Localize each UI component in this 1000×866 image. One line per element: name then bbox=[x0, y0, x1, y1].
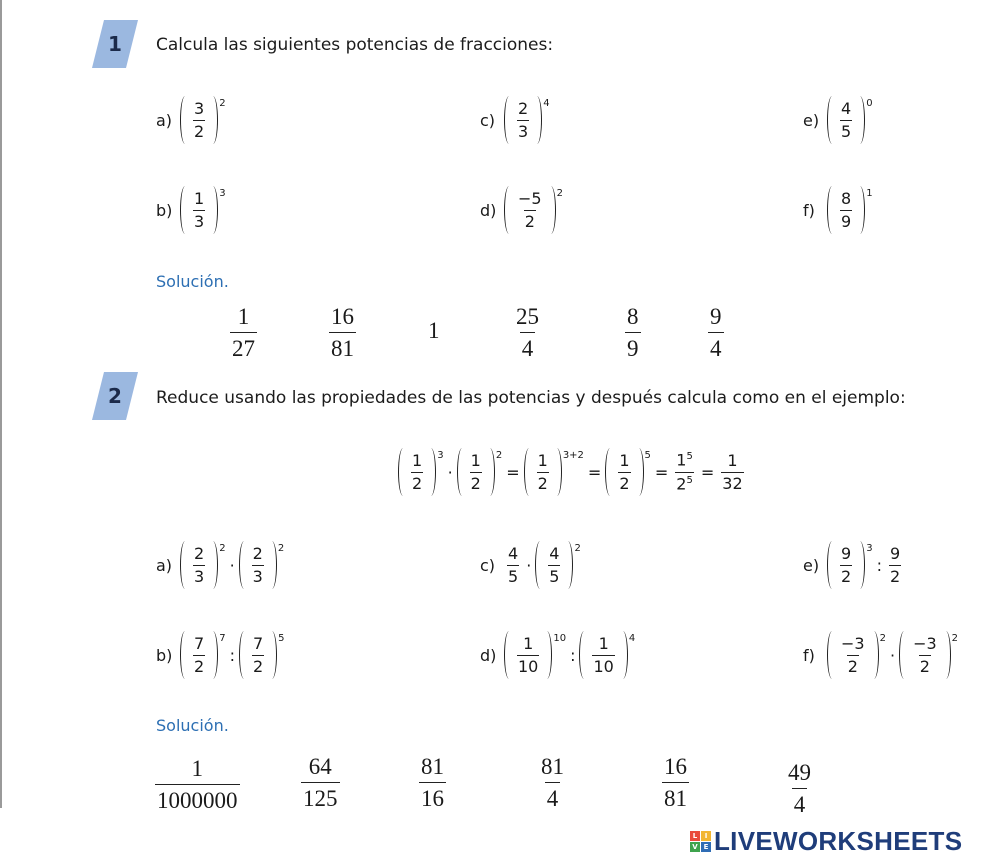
denominator: 2 bbox=[847, 656, 858, 676]
exercise-1-answer-3: 1 bbox=[428, 318, 440, 343]
exponent: 5 bbox=[644, 450, 651, 461]
denominator: 9 bbox=[841, 211, 852, 231]
exercise-1-answer-5 bbox=[625, 304, 641, 362]
exercise-1-item-e bbox=[803, 90, 873, 150]
exercise-2-badge bbox=[92, 372, 138, 420]
denominator: 5 bbox=[549, 566, 560, 586]
numerator: 4 bbox=[508, 543, 519, 563]
exercise-2-answer-3 bbox=[419, 754, 446, 812]
exercise-1-item-c bbox=[480, 90, 550, 150]
item-label: e) bbox=[803, 555, 820, 575]
fraction bbox=[467, 450, 485, 493]
exponent: 2 bbox=[277, 543, 285, 554]
item-label: e) bbox=[803, 110, 820, 130]
power bbox=[504, 186, 563, 234]
logo-icon-letter: I bbox=[701, 831, 711, 841]
fraction bbox=[589, 633, 617, 676]
answer-numerator: 49 bbox=[788, 760, 811, 785]
numerator: 1 bbox=[523, 633, 534, 653]
exponent: 3 bbox=[437, 450, 444, 461]
denominator: 3 bbox=[194, 211, 205, 231]
item-label: f) bbox=[803, 200, 815, 220]
numerator: 1 bbox=[598, 633, 609, 653]
power bbox=[827, 186, 873, 234]
denominator: 32 bbox=[722, 473, 743, 493]
exercise-2-heading: Reduce usando las propiedades de las potencias y después calcula como en el ejemplo: bbox=[156, 388, 906, 408]
answer-numerator: 16 bbox=[331, 304, 354, 329]
exercise-1-answer-6 bbox=[708, 304, 724, 362]
exercise-1-item-f bbox=[803, 180, 873, 240]
denominator: 2 bbox=[252, 656, 264, 676]
fraction bbox=[408, 450, 426, 493]
exercise-2-item-d bbox=[480, 625, 635, 685]
exponent: 2 bbox=[219, 98, 226, 109]
fraction bbox=[514, 633, 542, 676]
item-label: a) bbox=[156, 110, 173, 130]
liveworksheets-logo-icon bbox=[690, 831, 711, 852]
denominator: 2 bbox=[841, 566, 852, 586]
exponent: 2 bbox=[556, 188, 563, 199]
answer-denominator: 1000000 bbox=[155, 784, 240, 813]
exercise-1-answer-1 bbox=[230, 304, 257, 362]
denominator: 3 bbox=[518, 121, 529, 141]
exponent: 4 bbox=[628, 633, 636, 644]
numerator: −3 bbox=[841, 633, 865, 653]
exercise-2-solution-label: Solución. bbox=[156, 716, 229, 735]
numerator: 1 bbox=[676, 450, 687, 470]
power bbox=[827, 541, 873, 589]
logo-icon-letter: E bbox=[701, 842, 711, 852]
item-label: d) bbox=[480, 200, 497, 220]
exercise-2-item-b bbox=[156, 625, 285, 685]
logo-icon-letter: L bbox=[690, 831, 700, 841]
denominator: 2 bbox=[524, 211, 535, 231]
numerator: 1 bbox=[727, 450, 738, 470]
exponent: 2 bbox=[879, 633, 886, 644]
fraction bbox=[718, 450, 746, 493]
answer-denominator: 4 bbox=[792, 788, 808, 817]
numerator: 2 bbox=[194, 543, 205, 563]
fraction bbox=[190, 188, 208, 231]
numerator: 7 bbox=[194, 633, 205, 653]
operator: · bbox=[229, 555, 235, 575]
answer-denominator: 81 bbox=[329, 332, 356, 361]
operator: · bbox=[447, 462, 453, 482]
fraction bbox=[837, 188, 855, 231]
exponent: 5 bbox=[278, 633, 285, 644]
exercise-1-answer-4 bbox=[514, 304, 541, 362]
liveworksheets-logo[interactable] bbox=[690, 826, 962, 857]
equals-sign: = bbox=[587, 462, 602, 482]
exercise-1-answer-2 bbox=[329, 304, 356, 362]
power bbox=[524, 448, 584, 496]
operator: : bbox=[876, 555, 882, 575]
exercise-2-answer-2 bbox=[301, 754, 340, 812]
exponent: 7 bbox=[219, 633, 226, 644]
exercise-2-answer-4 bbox=[539, 754, 566, 812]
power bbox=[180, 186, 226, 234]
power bbox=[535, 541, 581, 589]
fraction bbox=[534, 450, 552, 493]
numerator: 7 bbox=[252, 633, 264, 653]
fraction bbox=[837, 543, 855, 586]
numerator: 9 bbox=[889, 543, 901, 563]
exponent: 3+2 bbox=[562, 450, 584, 461]
exponent: 5 bbox=[686, 474, 693, 486]
exercise-2-example bbox=[398, 432, 747, 512]
numerator: 9 bbox=[841, 543, 852, 563]
numerator: 3 bbox=[194, 98, 205, 118]
exercise-1-badge bbox=[92, 20, 138, 68]
answer-numerator: 16 bbox=[664, 754, 687, 779]
fraction bbox=[190, 633, 208, 676]
denominator: 10 bbox=[518, 656, 539, 676]
denominator: 2 bbox=[889, 566, 901, 586]
fraction bbox=[249, 543, 267, 586]
numerator: 1 bbox=[194, 188, 205, 208]
logo-icon-letter: V bbox=[690, 842, 700, 852]
exercise-2-item-a bbox=[156, 535, 284, 595]
answer-denominator: 4 bbox=[520, 332, 536, 361]
denominator: 2 bbox=[619, 473, 630, 493]
exercise-2-item-e bbox=[803, 535, 904, 595]
answer-numerator: 1 bbox=[191, 756, 203, 781]
fraction bbox=[249, 633, 267, 676]
power bbox=[239, 631, 285, 679]
exponent: 3 bbox=[866, 543, 873, 554]
fraction bbox=[190, 543, 208, 586]
item-label: d) bbox=[480, 645, 497, 665]
exercise-1-heading: Calcula las siguientes potencias de fracciones: bbox=[156, 35, 554, 55]
item-label: b) bbox=[156, 200, 173, 220]
answer-denominator: 4 bbox=[545, 782, 561, 811]
power bbox=[899, 631, 958, 679]
answer-numerator: 8 bbox=[627, 304, 639, 329]
answer-denominator: 125 bbox=[301, 782, 340, 811]
denominator: 5 bbox=[508, 566, 519, 586]
exponent: 1 bbox=[866, 188, 873, 199]
answer-numerator: 81 bbox=[541, 754, 564, 779]
fraction bbox=[837, 98, 855, 141]
answer-numerator: 1 bbox=[237, 304, 250, 329]
numerator: 1 bbox=[470, 450, 481, 470]
exponent: 5 bbox=[686, 451, 693, 463]
exponent: 2 bbox=[951, 633, 959, 644]
exercise-2-item-f bbox=[803, 625, 958, 685]
operator: : bbox=[229, 645, 235, 665]
operator: : bbox=[570, 645, 576, 665]
exponent: 2 bbox=[574, 543, 581, 554]
exercise-2-answer-5 bbox=[662, 754, 689, 812]
denominator: 2 bbox=[537, 473, 548, 493]
exponent: 10 bbox=[553, 633, 567, 644]
power bbox=[827, 96, 873, 144]
exercise-1-item-d bbox=[480, 180, 563, 240]
numerator: −5 bbox=[518, 188, 542, 208]
power-fraction bbox=[672, 452, 697, 492]
fraction bbox=[909, 633, 941, 676]
fraction bbox=[190, 98, 208, 141]
numerator: 2 bbox=[518, 98, 529, 118]
power bbox=[398, 448, 444, 496]
answer-numerator: 64 bbox=[308, 754, 332, 779]
power bbox=[180, 541, 226, 589]
answer-denominator: 4 bbox=[708, 332, 724, 361]
numerator: 1 bbox=[412, 450, 423, 470]
fraction bbox=[514, 98, 532, 141]
exercise-2-item-c bbox=[480, 535, 581, 595]
logo-text: LIVEWORKSHEETS bbox=[714, 826, 963, 856]
page-left-border bbox=[0, 0, 2, 808]
fraction bbox=[514, 188, 546, 231]
equals-sign: = bbox=[700, 462, 715, 482]
fraction bbox=[545, 543, 563, 586]
answer-numerator: 25 bbox=[516, 304, 539, 329]
denominator: 3 bbox=[252, 566, 263, 586]
operator: · bbox=[526, 555, 532, 575]
fraction bbox=[615, 450, 633, 493]
denominator: 5 bbox=[841, 121, 852, 141]
equals-sign: = bbox=[654, 462, 669, 482]
denominator: 2 bbox=[194, 121, 205, 141]
exponent: 3 bbox=[219, 188, 226, 199]
fraction bbox=[886, 543, 904, 586]
fraction bbox=[504, 543, 522, 586]
answer-denominator: 27 bbox=[230, 332, 257, 361]
item-label: c) bbox=[480, 555, 496, 575]
numerator: 4 bbox=[549, 543, 560, 563]
numerator: 1 bbox=[619, 450, 630, 470]
answer-denominator: 9 bbox=[625, 332, 641, 361]
denominator: 2 bbox=[676, 473, 687, 493]
numerator: −3 bbox=[913, 633, 937, 653]
power bbox=[504, 631, 566, 679]
exercise-2-answer-1 bbox=[155, 756, 240, 814]
equals-sign: = bbox=[506, 462, 520, 482]
exercise-1-item-a bbox=[156, 90, 226, 150]
power bbox=[180, 631, 226, 679]
exercise-1-solution-label: Solución. bbox=[156, 272, 229, 291]
numerator: 1 bbox=[537, 450, 548, 470]
operator: · bbox=[889, 645, 896, 665]
exponent: 4 bbox=[543, 98, 550, 109]
numerator: 8 bbox=[841, 188, 852, 208]
item-label: f) bbox=[803, 645, 815, 665]
denominator: 2 bbox=[412, 473, 423, 493]
power bbox=[239, 541, 285, 589]
exponent: 2 bbox=[495, 450, 503, 461]
answer-numerator: 81 bbox=[421, 754, 444, 779]
exponent: 0 bbox=[866, 98, 873, 109]
numerator: 2 bbox=[252, 543, 263, 563]
denominator: 2 bbox=[194, 656, 205, 676]
power bbox=[579, 631, 635, 679]
answer-numerator: 9 bbox=[710, 304, 722, 329]
power bbox=[827, 631, 886, 679]
exponent: 2 bbox=[219, 543, 226, 554]
denominator: 10 bbox=[593, 656, 614, 676]
denominator: 2 bbox=[470, 473, 481, 493]
denominator: 2 bbox=[919, 656, 930, 676]
item-label: b) bbox=[156, 645, 173, 665]
fraction bbox=[837, 633, 869, 676]
power bbox=[457, 448, 503, 496]
item-label: c) bbox=[480, 110, 496, 130]
answer-denominator: 16 bbox=[419, 782, 446, 811]
item-label: a) bbox=[156, 555, 173, 575]
answer-denominator: 81 bbox=[662, 782, 689, 811]
power bbox=[504, 96, 550, 144]
exercise-1-item-b bbox=[156, 180, 226, 240]
exercise-2-answer-6 bbox=[786, 760, 813, 818]
denominator: 3 bbox=[194, 566, 205, 586]
numerator: 4 bbox=[841, 98, 852, 118]
power bbox=[180, 96, 226, 144]
power bbox=[605, 448, 651, 496]
exercise-1-number: 1 bbox=[108, 32, 122, 56]
exercise-2-number: 2 bbox=[108, 384, 122, 408]
